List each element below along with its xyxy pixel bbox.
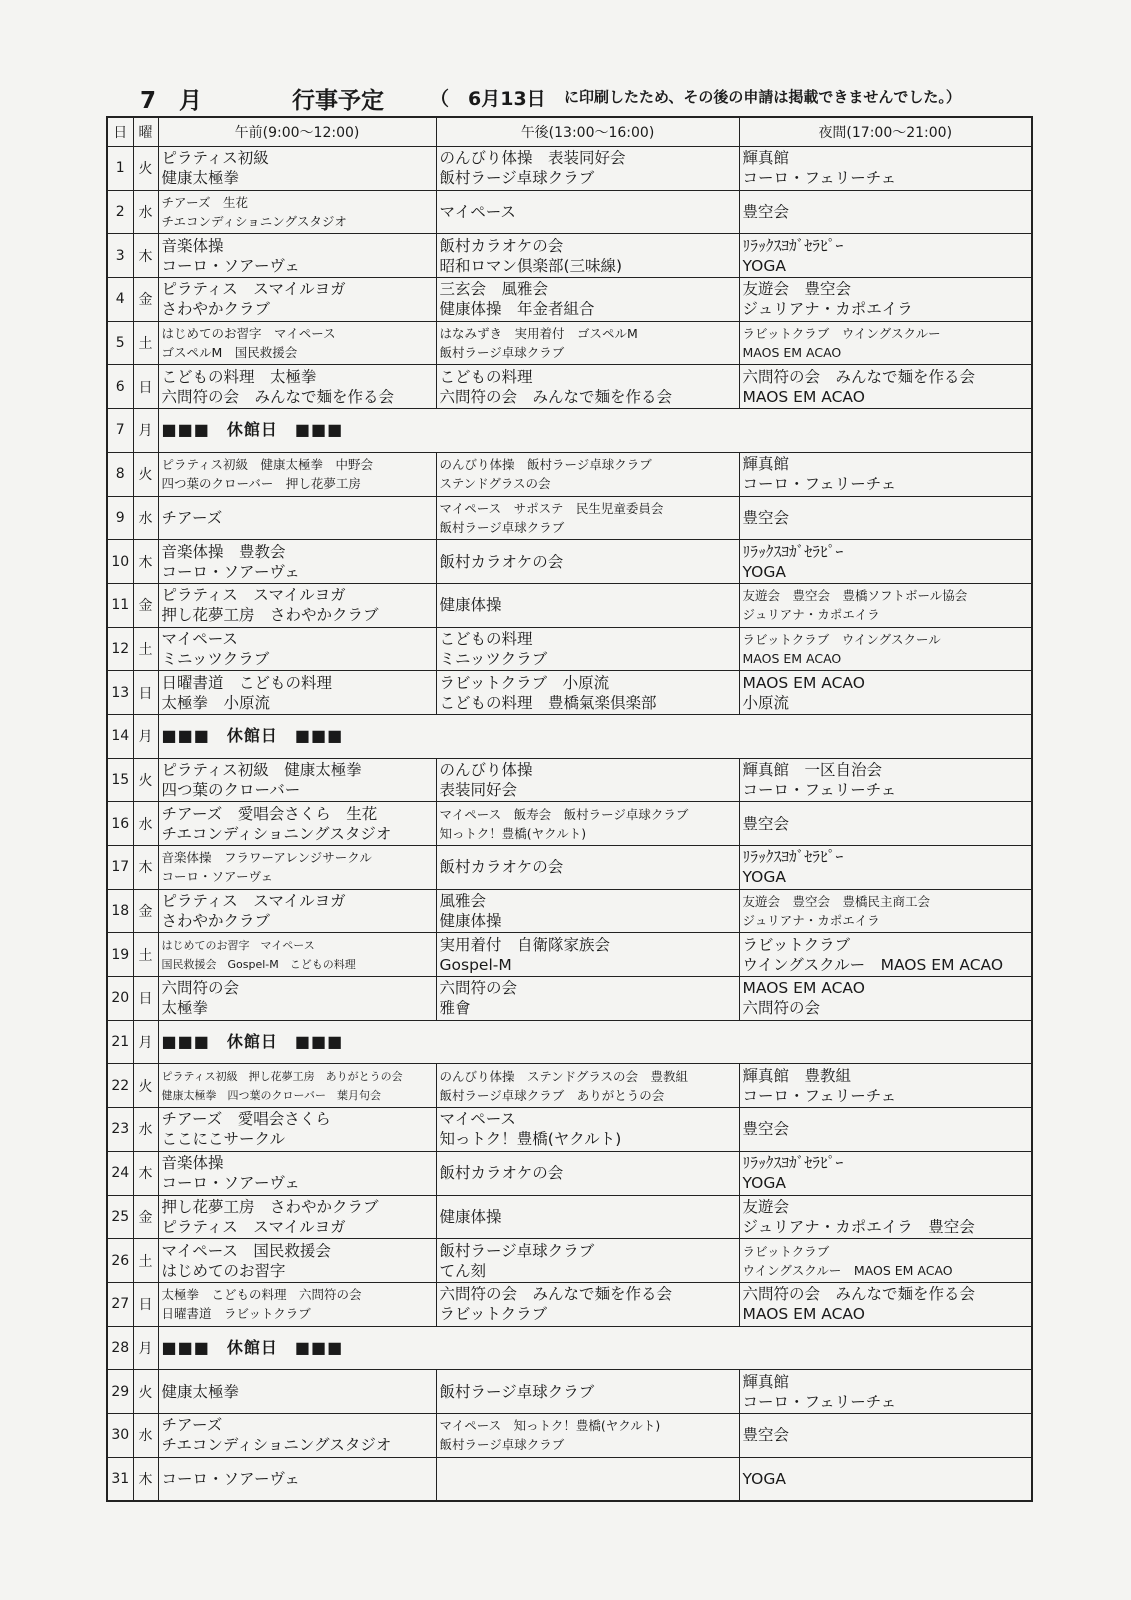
day-cell: 12 xyxy=(107,627,133,671)
evening-cell: 豊空会 xyxy=(739,496,1032,540)
table-row xyxy=(107,496,1032,540)
table-row xyxy=(107,190,1032,234)
morning-cell: 音楽体操 コーロ・ソアーヴェ xyxy=(158,234,436,278)
table-row xyxy=(107,278,1032,322)
day-cell: 15 xyxy=(107,758,133,802)
table-row xyxy=(107,1282,1032,1326)
afternoon-cell: 三玄会 風雅会 健康体操 年金者組合 xyxy=(436,278,739,322)
morning-cell: ピラティス スマイルヨガ さわやかクラブ xyxy=(158,278,436,322)
morning-cell: ピラティス初級 健康太極拳 四つ葉のクローバー xyxy=(158,758,436,802)
table-row xyxy=(107,933,1032,977)
afternoon-cell: のんびり体操 表装同好会 飯村ラージ卓球クラブ xyxy=(436,147,739,191)
afternoon-cell: マイペース 知っトク！豊橋(ヤクルト) 飯村ラージ卓球クラブ xyxy=(436,1413,739,1457)
weekday-cell: 月 xyxy=(133,714,158,758)
schedule-header xyxy=(140,78,1000,112)
table-row xyxy=(107,1370,1032,1414)
evening-cell: ラビットクラブ ウイングスクルー MAOS EM ACAO xyxy=(739,933,1032,977)
closed-cell: ■■■ 休館日 ■■■ xyxy=(158,714,1032,758)
weekday-cell: 金 xyxy=(133,889,158,933)
table-row xyxy=(107,540,1032,584)
table-row xyxy=(107,1457,1032,1501)
morning-cell: コーロ・ソアーヴェ xyxy=(158,1457,436,1501)
table-row xyxy=(107,583,1032,627)
day-cell: 30 xyxy=(107,1413,133,1457)
morning-cell: チアーズ チエコンディショニングスタジオ xyxy=(158,1413,436,1457)
col-header-evening: 夜間(17:00～21:00) xyxy=(739,117,1032,147)
evening-cell: ﾘﾗｯｸｽﾖｶﾞｾﾗﾋﾟｰ YOGA xyxy=(739,234,1032,278)
day-cell: 6 xyxy=(107,365,133,409)
closed-cell: ■■■ 休館日 ■■■ xyxy=(158,409,1032,453)
table-row xyxy=(107,365,1032,409)
table-row xyxy=(107,802,1032,846)
table-row xyxy=(107,1020,1032,1064)
day-cell: 9 xyxy=(107,496,133,540)
morning-cell: はじめてのお習字 マイペース 国民救援会 Gospel-M こどもの料理 xyxy=(158,933,436,977)
afternoon-cell: 飯村カラオケの会 xyxy=(436,846,739,890)
weekday-cell: 土 xyxy=(133,1239,158,1283)
table-row xyxy=(107,846,1032,890)
weekday-cell: 火 xyxy=(133,1064,158,1108)
morning-cell: チアーズ 愛唱会さくら ここにこサークル xyxy=(158,1108,436,1152)
afternoon-cell xyxy=(436,1457,739,1501)
day-cell: 25 xyxy=(107,1195,133,1239)
header-month: 7 月 xyxy=(140,88,203,114)
morning-cell: チアーズ 愛唱会さくら 生花 チエコンディショニングスタジオ xyxy=(158,802,436,846)
weekday-cell: 木 xyxy=(133,1151,158,1195)
weekday-cell: 土 xyxy=(133,627,158,671)
evening-cell: 輝真館 コーロ・フェリーチェ xyxy=(739,1370,1032,1414)
table-row xyxy=(107,1151,1032,1195)
afternoon-cell: 六問符の会 雅會 xyxy=(436,977,739,1021)
day-cell: 26 xyxy=(107,1239,133,1283)
table-row xyxy=(107,409,1032,453)
table-row xyxy=(107,1326,1032,1370)
weekday-cell: 水 xyxy=(133,496,158,540)
col-header-afternoon: 午後(13:00～16:00) xyxy=(436,117,739,147)
morning-cell: 音楽体操 コーロ・ソアーヴェ xyxy=(158,1151,436,1195)
morning-cell: ピラティス初級 押し花夢工房 ありがとうの会 健康太極拳 四つ葉のクローバー 葉月句会 xyxy=(158,1064,436,1108)
closed-cell: ■■■ 休館日 ■■■ xyxy=(158,1326,1032,1370)
col-header-day: 日 xyxy=(107,117,133,147)
table-row xyxy=(107,1413,1032,1457)
afternoon-cell: 飯村ラージ卓球クラブ てん刻 xyxy=(436,1239,739,1283)
weekday-cell: 木 xyxy=(133,846,158,890)
day-cell: 23 xyxy=(107,1108,133,1152)
afternoon-cell: マイペース サポステ 民生児童委員会 飯村ラージ卓球クラブ xyxy=(436,496,739,540)
afternoon-cell: マイペース 知っトク！豊橋(ヤクルト) xyxy=(436,1108,739,1152)
afternoon-cell: マイペース xyxy=(436,190,739,234)
day-cell: 21 xyxy=(107,1020,133,1064)
table-row xyxy=(107,1239,1032,1283)
day-cell: 22 xyxy=(107,1064,133,1108)
col-header-weekday: 曜 xyxy=(133,117,158,147)
day-cell: 28 xyxy=(107,1326,133,1370)
morning-cell: マイペース ミニッツクラブ xyxy=(158,627,436,671)
morning-cell: チアーズ xyxy=(158,496,436,540)
weekday-cell: 土 xyxy=(133,321,158,365)
schedule-rows xyxy=(107,147,1032,1501)
morning-cell: 日曜書道 こどもの料理 太極拳 小原流 xyxy=(158,671,436,715)
evening-cell: 輝真館 コーロ・フェリーチェ xyxy=(739,147,1032,191)
afternoon-cell: 飯村カラオケの会 xyxy=(436,540,739,584)
afternoon-cell: のんびり体操 飯村ラージ卓球クラブ ステンドグラスの会 xyxy=(436,452,739,496)
weekday-cell: 木 xyxy=(133,540,158,584)
day-cell: 19 xyxy=(107,933,133,977)
evening-cell: 豊空会 xyxy=(739,190,1032,234)
day-cell: 13 xyxy=(107,671,133,715)
evening-cell: ﾘﾗｯｸｽﾖｶﾞｾﾗﾋﾟｰ YOGA xyxy=(739,846,1032,890)
morning-cell: 太極拳 こどもの料理 六問符の会 日曜書道 ラビットクラブ xyxy=(158,1282,436,1326)
morning-cell: ピラティス スマイルヨガ さわやかクラブ xyxy=(158,889,436,933)
evening-cell: 輝真館 一区自治会 コーロ・フェリーチェ xyxy=(739,758,1032,802)
weekday-cell: 金 xyxy=(133,278,158,322)
weekday-cell: 水 xyxy=(133,1108,158,1152)
day-cell: 31 xyxy=(107,1457,133,1501)
table-row xyxy=(107,977,1032,1021)
weekday-cell: 金 xyxy=(133,583,158,627)
morning-cell: ピラティス スマイルヨガ 押し花夢工房 さわやかクラブ xyxy=(158,583,436,627)
evening-cell: 友遊会 ジュリアナ・カポエイラ 豊空会 xyxy=(739,1195,1032,1239)
evening-cell: 輝真館 コーロ・フェリーチェ xyxy=(739,452,1032,496)
morning-cell: チアーズ 生花 チエコンディショニングスタジオ xyxy=(158,190,436,234)
day-cell: 27 xyxy=(107,1282,133,1326)
table-row xyxy=(107,147,1032,191)
day-cell: 14 xyxy=(107,714,133,758)
morning-cell: ピラティス初級 健康太極拳 中野会 四つ葉のクローバー 押し花夢工房 xyxy=(158,452,436,496)
table-row xyxy=(107,889,1032,933)
day-cell: 4 xyxy=(107,278,133,322)
weekday-cell: 土 xyxy=(133,933,158,977)
day-cell: 8 xyxy=(107,452,133,496)
day-cell: 10 xyxy=(107,540,133,584)
table-row xyxy=(107,758,1032,802)
evening-cell: MAOS EM ACAO 六問符の会 xyxy=(739,977,1032,1021)
evening-cell: 六問符の会 みんなで麺を作る会 MAOS EM ACAO xyxy=(739,365,1032,409)
afternoon-cell: 健康体操 xyxy=(436,1195,739,1239)
evening-cell: 豊空会 xyxy=(739,1413,1032,1457)
afternoon-cell: のんびり体操 表装同好会 xyxy=(436,758,739,802)
morning-cell: 健康太極拳 xyxy=(158,1370,436,1414)
afternoon-cell: 健康体操 xyxy=(436,583,739,627)
table-row xyxy=(107,1108,1032,1152)
weekday-cell: 火 xyxy=(133,452,158,496)
table-header-row xyxy=(107,117,1032,147)
afternoon-cell: こどもの料理 ミニッツクラブ xyxy=(436,627,739,671)
evening-cell: ラビットクラブ ウイングスクール MAOS EM ACAO xyxy=(739,627,1032,671)
evening-cell: 輝真館 豊教組 コーロ・フェリーチェ xyxy=(739,1064,1032,1108)
afternoon-cell: はなみずき 実用着付 ゴスペルM 飯村ラージ卓球クラブ xyxy=(436,321,739,365)
weekday-cell: 火 xyxy=(133,147,158,191)
morning-cell: こどもの料理 太極拳 六問符の会 みんなで麺を作る会 xyxy=(158,365,436,409)
morning-cell: 押し花夢工房 さわやかクラブ ピラティス スマイルヨガ xyxy=(158,1195,436,1239)
weekday-cell: 日 xyxy=(133,1282,158,1326)
day-cell: 24 xyxy=(107,1151,133,1195)
table-row xyxy=(107,714,1032,758)
evening-cell: 豊空会 xyxy=(739,802,1032,846)
morning-cell: ピラティス初級 健康太極拳 xyxy=(158,147,436,191)
header-print-date: （ 6月13日 xyxy=(430,88,546,110)
weekday-cell: 月 xyxy=(133,1020,158,1064)
weekday-cell: 日 xyxy=(133,671,158,715)
day-cell: 18 xyxy=(107,889,133,933)
afternoon-cell: 実用着付 自衛隊家族会 Gospel-M xyxy=(436,933,739,977)
header-title: 行事予定 xyxy=(292,88,384,114)
day-cell: 16 xyxy=(107,802,133,846)
afternoon-cell: 風雅会 健康体操 xyxy=(436,889,739,933)
evening-cell: 友遊会 豊空会 豊橋ソフトボール協会 ジュリアナ・カポエイラ xyxy=(739,583,1032,627)
evening-cell: 友遊会 豊空会 ジュリアナ・カポエイラ xyxy=(739,278,1032,322)
closed-cell: ■■■ 休館日 ■■■ xyxy=(158,1020,1032,1064)
evening-cell: 友遊会 豊空会 豊橋民主商工会 ジュリアナ・カポエイラ xyxy=(739,889,1032,933)
afternoon-cell: 六問符の会 みんなで麺を作る会 ラビットクラブ xyxy=(436,1282,739,1326)
day-cell: 3 xyxy=(107,234,133,278)
table-row xyxy=(107,671,1032,715)
day-cell: 7 xyxy=(107,409,133,453)
evening-cell: 豊空会 xyxy=(739,1108,1032,1152)
afternoon-cell: 飯村ラージ卓球クラブ xyxy=(436,1370,739,1414)
day-cell: 29 xyxy=(107,1370,133,1414)
evening-cell: ﾘﾗｯｸｽﾖｶﾞｾﾗﾋﾟｰ YOGA xyxy=(739,1151,1032,1195)
morning-cell: 音楽体操 豊教会 コーロ・ソアーヴェ xyxy=(158,540,436,584)
afternoon-cell: こどもの料理 六問符の会 みんなで麺を作る会 xyxy=(436,365,739,409)
weekday-cell: 水 xyxy=(133,802,158,846)
weekday-cell: 木 xyxy=(133,234,158,278)
weekday-cell: 水 xyxy=(133,1413,158,1457)
weekday-cell: 月 xyxy=(133,409,158,453)
afternoon-cell: 飯村カラオケの会 昭和ロマン倶楽部(三味線) xyxy=(436,234,739,278)
day-cell: 17 xyxy=(107,846,133,890)
weekday-cell: 火 xyxy=(133,758,158,802)
day-cell: 20 xyxy=(107,977,133,1021)
afternoon-cell: ラビットクラブ 小原流 こどもの料理 豊橋氣楽倶楽部 xyxy=(436,671,739,715)
weekday-cell: 水 xyxy=(133,190,158,234)
day-cell: 5 xyxy=(107,321,133,365)
table-row xyxy=(107,627,1032,671)
afternoon-cell: のんびり体操 ステンドグラスの会 豊教組 飯村ラージ卓球クラブ ありがとうの会 xyxy=(436,1064,739,1108)
afternoon-cell: マイペース 飯寿会 飯村ラージ卓球クラブ 知っトク！豊橋(ヤクルト) xyxy=(436,802,739,846)
morning-cell: 音楽体操 フラワーアレンジサークル コーロ・ソアーヴェ xyxy=(158,846,436,890)
evening-cell: YOGA xyxy=(739,1457,1032,1501)
schedule-table xyxy=(106,116,1033,1502)
morning-cell: はじめてのお習字 マイペース ゴスペルM 国民救援会 xyxy=(158,321,436,365)
morning-cell: 六問符の会 太極拳 xyxy=(158,977,436,1021)
evening-cell: ラビットクラブ ウイングスクルー MAOS EM ACAO xyxy=(739,321,1032,365)
day-cell: 11 xyxy=(107,583,133,627)
weekday-cell: 金 xyxy=(133,1195,158,1239)
morning-cell: マイペース 国民救援会 はじめてのお習字 xyxy=(158,1239,436,1283)
table-row xyxy=(107,1195,1032,1239)
header-note: に印刷したため、その後の申請は掲載できませんでした。） xyxy=(564,88,961,106)
table-row xyxy=(107,321,1032,365)
evening-cell: 六問符の会 みんなで麺を作る会 MAOS EM ACAO xyxy=(739,1282,1032,1326)
table-row xyxy=(107,1064,1032,1108)
afternoon-cell: 飯村カラオケの会 xyxy=(436,1151,739,1195)
weekday-cell: 日 xyxy=(133,365,158,409)
day-cell: 1 xyxy=(107,147,133,191)
weekday-cell: 月 xyxy=(133,1326,158,1370)
table-row xyxy=(107,234,1032,278)
evening-cell: ラビットクラブ ウイングスクルー MAOS EM ACAO xyxy=(739,1239,1032,1283)
day-cell: 2 xyxy=(107,190,133,234)
col-header-morning: 午前(9:00～12:00) xyxy=(158,117,436,147)
evening-cell: ﾘﾗｯｸｽﾖｶﾞｾﾗﾋﾟｰ YOGA xyxy=(739,540,1032,584)
weekday-cell: 火 xyxy=(133,1370,158,1414)
weekday-cell: 日 xyxy=(133,977,158,1021)
evening-cell: MAOS EM ACAO 小原流 xyxy=(739,671,1032,715)
table-row xyxy=(107,452,1032,496)
weekday-cell: 木 xyxy=(133,1457,158,1501)
